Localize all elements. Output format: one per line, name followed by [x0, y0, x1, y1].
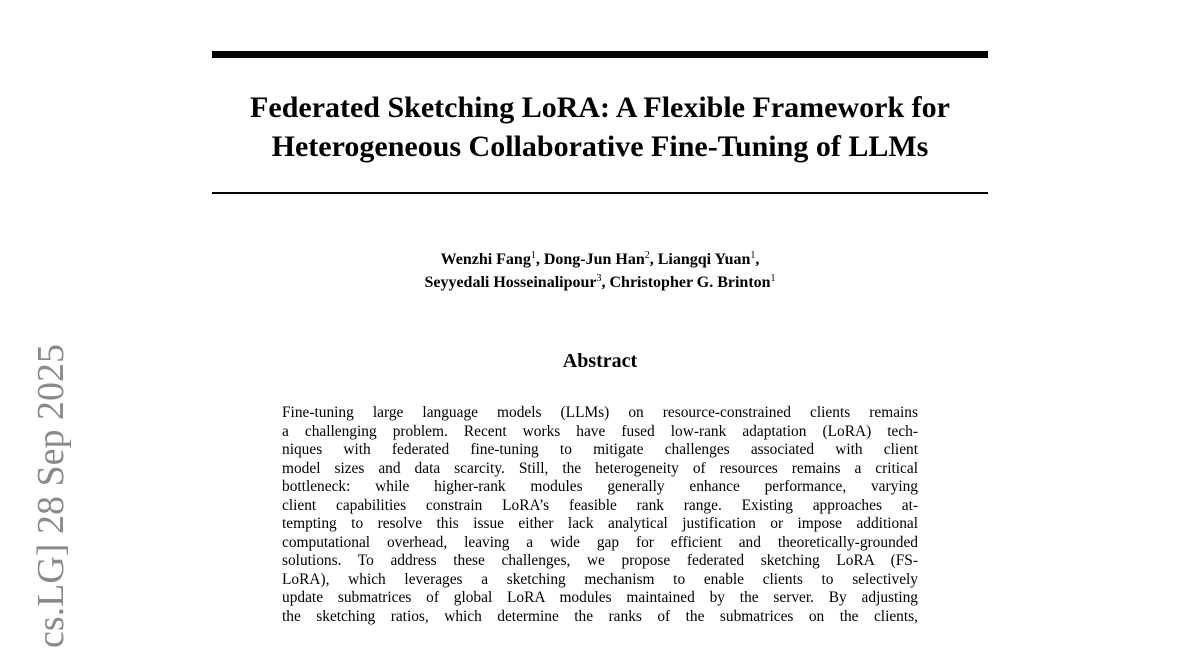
abstract-line: a challenging problem. Recent works have fused low-rank adaptation (LoRA) tech-	[282, 422, 918, 440]
abstract-line: tempting to resolve this issue either lack analytical justification or impose additional	[282, 515, 918, 532]
author-separator: ,	[649, 251, 658, 268]
abstract-line: model sizes and data scarcity. Still, the heterogeneity of resources remains a critical	[282, 459, 918, 477]
author-name: Seyyedali Hosseinalipour	[424, 274, 597, 291]
abstract-body	[282, 404, 918, 626]
abstract-line: niques with federated fine-tuning to mitigate challenges associated with client	[282, 441, 918, 458]
author-affiliation: 1	[750, 250, 756, 261]
author-name: Liangqi Yuan	[657, 251, 751, 268]
author-affiliation: 1	[530, 250, 536, 261]
author-separator: ,	[535, 251, 544, 268]
abstract-line: client capabilities constrain LoRA’s feasible rank range. Existing approaches at-	[282, 496, 918, 514]
author-name: Dong-Jun Han	[543, 251, 645, 268]
abstract-line: LoRA), which leverages a sketching mechanism to enable clients to selectively	[282, 570, 918, 588]
author-name: Christopher G. Brinton	[609, 274, 771, 291]
abstract-line: computational overhead, leaving a wide gap for efficient and theoretically-grounded	[282, 533, 918, 551]
author-affiliation: 3	[596, 273, 602, 284]
author-separator: ,	[601, 274, 610, 291]
abstract-line: the sketching ratios, which determine the ranks of the submatrices on the clients,	[282, 607, 918, 625]
author-name: Wenzhi Fang	[440, 251, 531, 268]
author-separator: ,	[755, 251, 760, 268]
title-top-rule	[212, 51, 988, 58]
abstract-heading: Abstract	[562, 350, 638, 372]
title-line-2: Heterogeneous Collaborative Fine-Tuning of LLMs	[271, 130, 929, 163]
author-affiliation: 2	[644, 250, 650, 261]
abstract-line: Fine-tuning large language models (LLMs) on resource-constrained clients remains	[282, 404, 918, 421]
author-affiliation: 1	[770, 273, 776, 284]
title-bottom-rule	[212, 192, 988, 194]
paper-title	[212, 88, 988, 166]
abstract-line: solutions. To address these challenges, we propose federated sketching LoRA (FS-	[282, 552, 918, 569]
abstract-line: bottleneck: while higher-rank modules generally enhance performance, varying	[282, 478, 918, 495]
author-list	[212, 248, 988, 294]
arxiv-identifier-stamp: cs.LG] 28 Sep 2025	[30, 344, 72, 648]
abstract-line: update submatrices of global LoRA modules maintained by the server. By adjusting	[282, 589, 918, 606]
title-line-1: Federated Sketching LoRA: A Flexible Framework for	[250, 91, 950, 124]
